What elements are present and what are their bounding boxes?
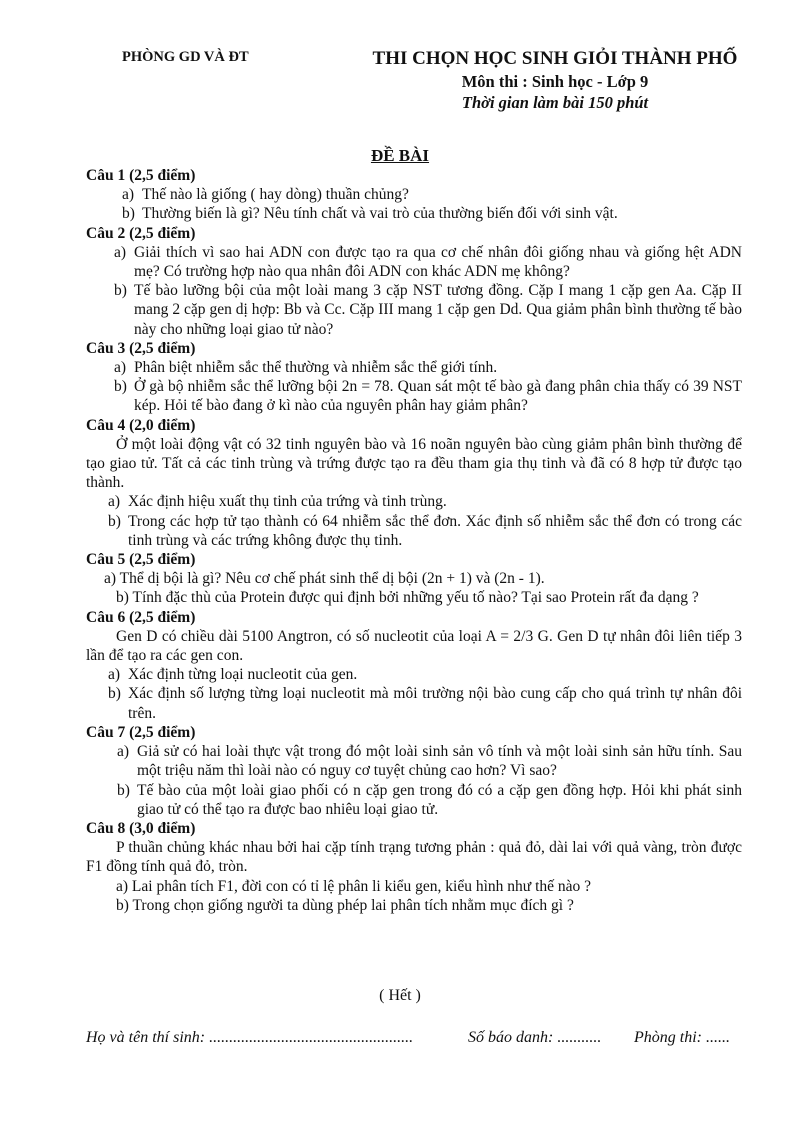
item-label: b) [117, 781, 130, 799]
question-1-title: Câu 1 (2,5 điểm) [86, 167, 196, 184]
question-5-a: a) Thể dị bội là gì? Nêu cơ chế phát sinh thể dị bội (2n + 1) và (2n - 1). [104, 570, 545, 588]
question-2-title: Câu 2 (2,5 điểm) [86, 224, 196, 242]
exam-room-field: Phòng thi: ...... [634, 1029, 730, 1046]
candidate-number-field: Số báo danh: ........... [468, 1029, 602, 1046]
question-1-b [86, 204, 742, 223]
item-text: Thế nào là giống ( hay dòng) thuần chủng? [142, 186, 409, 204]
item-label: b) [108, 685, 121, 703]
question-3-title: Câu 3 (2,5 điểm) [86, 339, 196, 357]
item-label: b) [122, 205, 135, 223]
item-text: Xác định hiệu xuất thụ tinh của trứng và tinh trùng. [128, 493, 447, 511]
item-text: Giả sử có hai loài thực vật trong đó một loài sinh sản vô tính và một loài sinh sản hữu tính. Sau một triệu năm thì loài nào có nguy cơ tuyệt chủng cao hơn? Vì sao? [137, 743, 742, 780]
exam-duration: Thời gian làm bài 150 phút [461, 93, 649, 112]
item-text: Xác định từng loại nucleotit của gen. [128, 666, 358, 684]
question-7-a [86, 742, 742, 780]
question-6-b [86, 684, 742, 722]
question-6-title: Câu 6 (2,5 điểm) [86, 608, 196, 626]
item-label: b) [108, 512, 121, 530]
item-label: a) [108, 493, 121, 511]
question-2-b [86, 281, 742, 339]
document-title: ĐỀ BÀI [370, 146, 430, 165]
item-text: Xác định số lượng từng loại nucleotit mà môi trường nội bào cung cấp cho quá trình tự nhân đôi trên. [128, 685, 742, 722]
exam-subject: Môn thi : Sinh học - Lớp 9 [461, 72, 649, 91]
item-text: b) Tính đặc thù của Protein được qui định bởi những yếu tố nào? Tại sao Protein rất đa dạng ? [116, 589, 699, 607]
exam-title: THI CHỌN HỌC SINH GIỎI THÀNH PHỐ [372, 48, 738, 69]
item-label: b) [114, 378, 127, 396]
question-7-b [86, 781, 742, 819]
item-label: a) [114, 243, 127, 261]
question-3-a [86, 358, 742, 377]
item-label: a) [108, 666, 121, 684]
item-text: Tế bào của một loài giao phối có n cặp gen trong đó có a cặp gen đồng hợp. Hỏi khi phát sinh giao tử có thể tạo ra được bao nhiêu loại giao tử. [137, 781, 742, 818]
exam-header [345, 46, 765, 113]
item-label: a) [122, 186, 135, 204]
questions [86, 166, 742, 915]
question-6-intro [86, 627, 742, 665]
item-text: Phân biệt nhiễm sắc thể thường và nhiễm sắc thể giới tính. [134, 359, 498, 377]
question-4-a [86, 492, 742, 511]
intro-text: Ở một loài động vật có 32 tinh nguyên bào và 16 noãn nguyên bào cùng giảm phân bình thường để tạo giao tử. Tất cả các tinh trùng và trứng được tạo ra đều tham gia thụ tinh và đã có 8 hợp tử được tạo thành. [86, 435, 742, 492]
item-text: Trong các hợp tử tạo thành có 64 nhiễm sắc thể đơn. Xác định số nhiễm sắc thể đơn có trong các tinh trùng và các trứng không được thụ tinh. [128, 512, 742, 549]
item-text: Tế bào lưỡng bội của một loài mang 3 cặp NST tương đồng. Cặp I mang 1 cặp gen Aa. Cặp II mang 2 cặp gen dị hợp: Bb và Cc. Cặp III mang 1 cặp gen Dd. Qua giảm phân bình thường tế bào này cho những loại giao tử nào? [134, 282, 742, 338]
question-4-intro [86, 435, 742, 493]
question-8-b: b) Trong chọn giống người ta dùng phép lai phân tích nhằm mục đích gì ? [116, 896, 574, 914]
item-label: a) [114, 359, 127, 377]
question-8-title: Câu 8 (3,0 điểm) [86, 819, 196, 837]
question-4-b [86, 512, 742, 550]
item-text: Thường biến là gì? Nêu tính chất và vai trò của thường biến đối với sinh vật. [142, 205, 618, 223]
candidate-name-field: Họ và tên thí sinh: ................................................... [86, 1029, 414, 1046]
question-8-intro [86, 838, 742, 876]
intro-text: P thuần chủng khác nhau bởi hai cặp tính trạng tương phản : quả đỏ, dài lai với quả vàng, tròn được F1 đồng tính quả đỏ, tròn. [86, 839, 742, 876]
item-text: Giải thích vì sao hai ADN con được tạo ra qua cơ chế nhân đôi giống nhau và giống hệt ADN mẹ? Có trường hợp nào qua nhân đôi ADN con khác ADN mẹ không? [134, 243, 742, 281]
question-2-a [86, 243, 742, 281]
question-4-title: Câu 4 (2,0 điểm) [86, 416, 196, 434]
question-6-a [86, 665, 742, 684]
question-3-b [86, 377, 742, 415]
item-label: a) [117, 743, 130, 761]
intro-text: Gen D có chiều dài 5100 Angtron, có số nucleotit của loại A = 2/3 G. Gen D tự nhân đôi liên tiếp 3 lần để tạo ra các gen con. [86, 627, 742, 665]
department-label: PHÒNG GD VÀ ĐT [122, 49, 249, 65]
item-label: b) [114, 282, 127, 300]
question-7-title: Câu 7 (2,5 điểm) [86, 723, 196, 741]
question-1-a [86, 185, 742, 204]
question-8-a: a) Lai phân tích F1, đời con có tỉ lệ phân li kiểu gen, kiểu hình như thế nào ? [116, 877, 592, 895]
end-marker: ( Hết ) [379, 987, 421, 1004]
question-5-title: Câu 5 (2,5 điểm) [86, 551, 196, 569]
question-5-b [86, 588, 742, 607]
item-text: Ở gà bộ nhiễm sắc thể lưỡng bội 2n = 78. Quan sát một tế bào gà đang phân chia thấy có 39 NST kép. Hỏi tế bào đang ở kì nào của nguyên phân hay giảm phân? [134, 378, 742, 415]
